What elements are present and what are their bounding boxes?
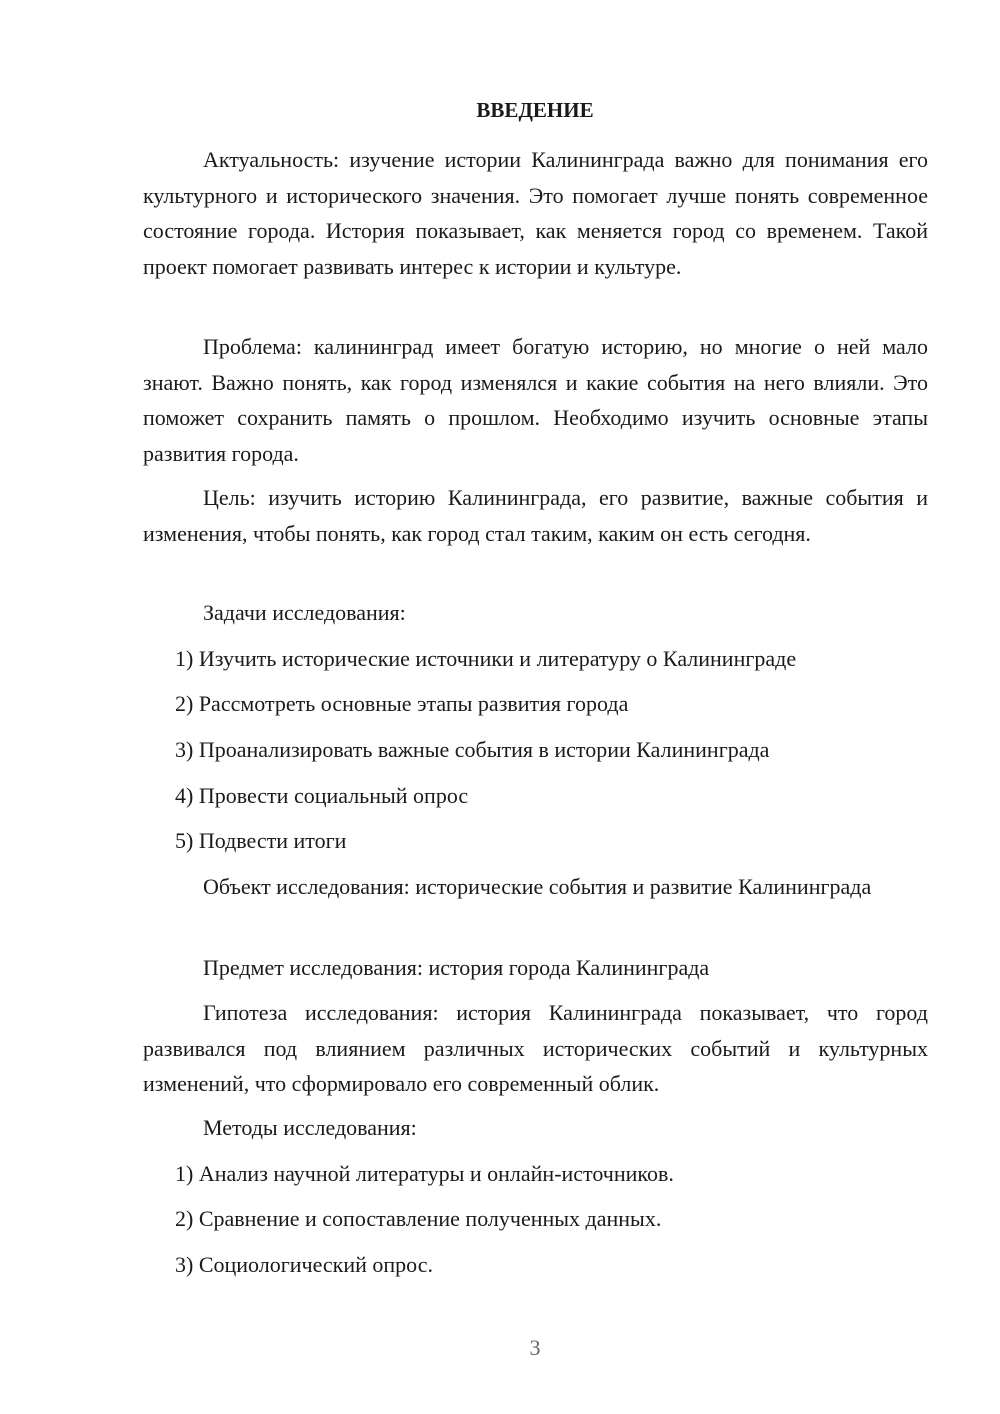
hypothesis-paragraph: Гипотеза исследования: история Калининграда показывает, что город развивался под влиянием различных исторических событий и культурных изменений, что сформировало его современный облик. bbox=[143, 1000, 928, 1096]
task-item: 1) Изучить исторические источники и литературу о Калининграде bbox=[175, 646, 797, 671]
object-paragraph: Объект исследования: исторические события и развитие Калининграда bbox=[203, 874, 872, 899]
problem-paragraph: Проблема: калининград имеет богатую историю, но многие о ней мало знают. Важно понять, как город изменялся и какие события на него влияли. Это поможет сохранить память о прошлом. Необходимо изучить основные этапы развития города. bbox=[143, 334, 928, 466]
page-number: 3 bbox=[529, 1335, 541, 1360]
tasks-heading: Задачи исследования: bbox=[203, 600, 406, 625]
goal-paragraph: Цель: изучить историю Калининграда, его развитие, важные события и изменения, чтобы понять, как город стал таким, каким он есть сегодня. bbox=[143, 485, 928, 546]
task-item: 2) Рассмотреть основные этапы развития города bbox=[175, 691, 629, 716]
method-item: 2) Сравнение и сопоставление полученных данных. bbox=[175, 1206, 662, 1231]
relevance-paragraph: Актуальность: изучение истории Калининграда важно для понимания его культурного и исторического значения. Это помогает лучше понять современное состояние города. История показывает, как меняется город со временем. Такой проект помогает развивать интерес к истории и культуре. bbox=[143, 147, 928, 279]
task-item: 3) Проанализировать важные события в истории Калининграда bbox=[175, 737, 770, 762]
method-item: 1) Анализ научной литературы и онлайн-источников. bbox=[175, 1161, 674, 1186]
page-title: ВВЕДЕНИЕ bbox=[476, 98, 594, 122]
task-item: 4) Провести социальный опрос bbox=[175, 783, 469, 808]
methods-heading: Методы исследования: bbox=[203, 1115, 417, 1140]
method-item: 3) Социологический опрос. bbox=[175, 1252, 433, 1277]
task-item: 5) Подвести итоги bbox=[175, 828, 347, 853]
subject-paragraph: Предмет исследования: история города Калининграда bbox=[203, 955, 710, 980]
